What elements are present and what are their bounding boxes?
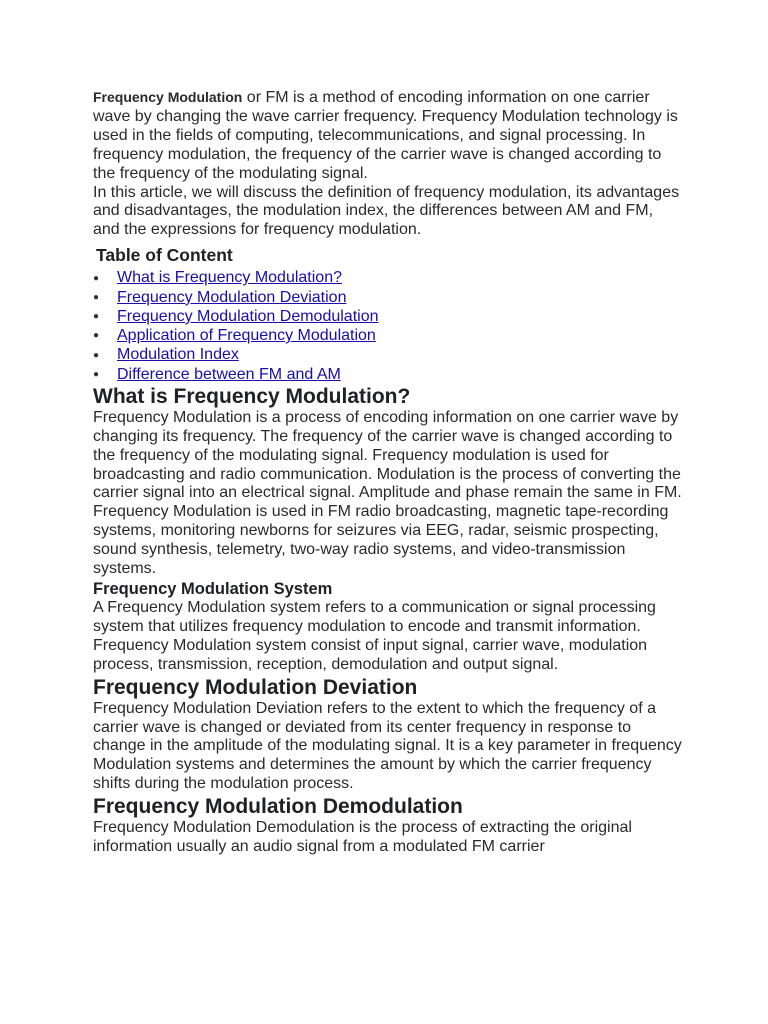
heading-fm-system: Frequency Modulation System (93, 580, 333, 598)
toc-item (93, 288, 683, 307)
intro-term: Frequency Modulation (93, 89, 243, 105)
bullet-icon: ● (93, 349, 100, 361)
intro-paragraph-2: In this article, we will discuss the definition of frequency modulation, its advantages and disadvantages, the modulation index, the differences between AM and FM, and the expressions for frequency modulation. (93, 183, 680, 239)
heading-fm-deviation: Frequency Modulation Deviation (93, 675, 418, 699)
bullet-icon: ● (93, 368, 100, 380)
toc-item (93, 365, 683, 384)
heading-fm-demodulation: Frequency Modulation Demodulation (93, 795, 463, 819)
document-page (93, 88, 683, 857)
what-is-fm-paragraph-1: Frequency Modulation is a process of encoding information on one carrier wave by changing its frequency. The frequency of the carrier wave is changed according to the frequency of the modulating signal. Frequency modulation is used for broadcasting and radio communication. Modulation is the process of converting the carrier signal into an electrical signal. Amplitude and phase remain the same in FM. (93, 408, 682, 502)
toc-link-deviation[interactable]: Frequency Modulation Deviation (117, 288, 347, 306)
what-is-fm-paragraph-2: Frequency Modulation is used in FM radio broadcasting, magnetic tape-recording systems, monitoring newborns for seizures via EEG, radar, seismic prospecting, sound synthesis, telemetry, two-way radio systems, and video-transmission systems. (93, 503, 669, 578)
toc-title: Table of Content (96, 245, 233, 266)
toc-link-fm-vs-am[interactable]: Difference between FM and AM (117, 365, 341, 383)
toc-link-modulation-index[interactable]: Modulation Index (117, 346, 239, 364)
toc-link-demodulation[interactable]: Frequency Modulation Demodulation (117, 307, 379, 325)
table-of-contents (93, 268, 683, 384)
toc-item (93, 307, 683, 326)
fm-demodulation-paragraph: Frequency Modulation Demodulation is the process of extracting the original information usually an audio signal from a modulated FM carrier (93, 819, 632, 856)
toc-item (93, 345, 683, 364)
intro-paragraph (93, 88, 683, 184)
toc-item (93, 268, 683, 287)
fm-system-paragraph: A Frequency Modulation system refers to a communication or signal processing system that utilizes frequency modulation to encode and transmit information. Frequency Modulation system consist of input signal, carrier wave, modulation process, transmission, reception, demodulation and output signal. (93, 599, 656, 673)
fm-deviation-paragraph: Frequency Modulation Deviation refers to the extent to which the frequency of a carrier wave is changed or deviated from its center frequency in response to change in the amplitude of the modulating signal. It is a key parameter in frequency Modulation systems and determines the amount by which the carrier frequency shifts during the modulation process. (93, 699, 682, 793)
toc-item (93, 326, 683, 345)
bullet-icon: ● (93, 330, 100, 342)
intro-sentence: or FM is a method of encoding information on one carrier wave by changing the wave carrier frequency. Frequency Modulation technology is used in the fields of computing, telecommunications, and signal processing. In frequency modulation, the frequency of the carrier wave is changed according to the frequency of the modulating signal. (93, 89, 678, 182)
toc-link-application[interactable]: Application of Frequency Modulation (117, 327, 376, 345)
toc-link-what-is-fm[interactable]: What is Frequency Modulation? (117, 269, 342, 287)
heading-what-is-fm: What is Frequency Modulation? (93, 384, 411, 408)
bullet-icon: ● (93, 311, 100, 323)
bullet-icon: ● (93, 291, 100, 303)
bullet-icon: ● (93, 272, 100, 284)
